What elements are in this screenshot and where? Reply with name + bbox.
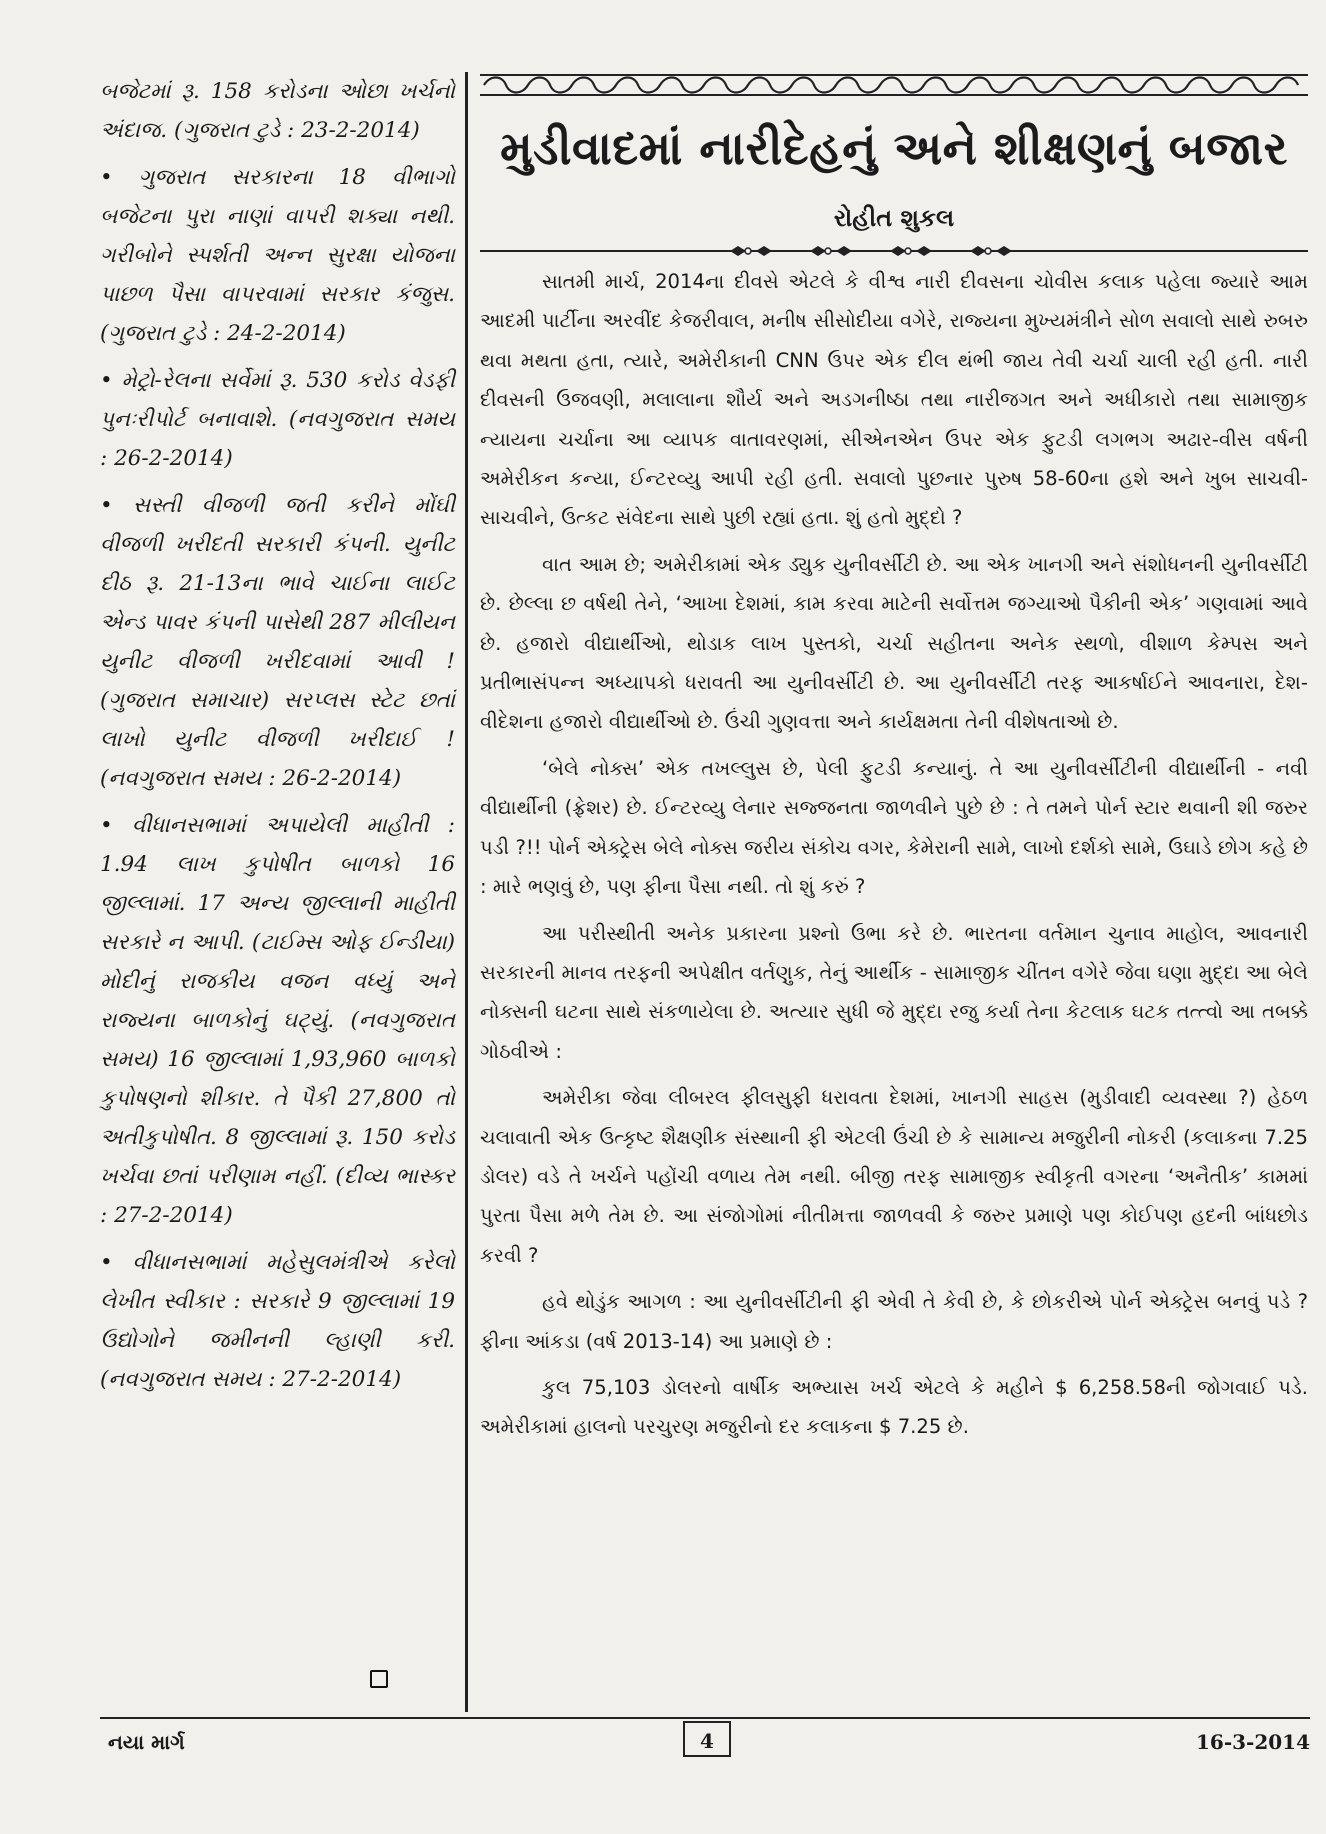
end-of-column-mark: [370, 1670, 388, 1688]
column-divider: [465, 72, 468, 1712]
byline-divider-ornament: [480, 242, 1308, 260]
article-paragraph: સાતમી માર્ચ, 2014ના દીવસે એટલે કે વીશ્વ નારી દીવસના ચોવીસ કલાક પહેલા જ્યારે આમ આદમી પાર્ટીના અરવીંદ કેજરીવાલ, મનીષ સીસોદીયા વગેરે, રાજ્યના મુખ્યમંત્રીને સોળ સવાલો સાથે રુબરુ થવા મથતા હતા, ત્યારે, અમેરીકાની CNN ઉપર એક દીલ થંભી જાય તેવી ચર્ચા ચાલી રહી હતી. નારી દીવસની ઉજવણી, મલાલાના શૌર્ય અને અડગનીષ્ઠા તથા નારીજગત અને અધીકારો તથા સામાજીક ન્યાયના ચર્ચાના આ વ્યાપક વાતાવરણમાં, સીએનએન ઉપર એક ફુટડી લગભગ અઢાર-વીસ વર્ષની અમેરીકન કન્યા, ઈન્ટરવ્યુ આપી રહી હતી. સવાલો પુછનાર પુરુષ 58-60ના હશે અને ખુબ સાચવી-સાચવીને, ઉત્કટ સંવેદના સાથે પુછી રહ્યાં હતા. શું હતો મુદ્દો ?: [480, 270, 1308, 530]
news-brief: • મેટ્રો-રેલના સર્વેમાં રૂ. 530 કરોડ વેડફી પુનઃરીપોર્ટ બનાવાશે. (નવગુજરાત સમય : 26-2-2014): [100, 368, 455, 471]
news-brief: બજેટમાં રૂ. 158 કરોડના ઓછા ખર્ચનો અંદાજ. (ગુજરાત ટુડે : 23-2-2014): [100, 79, 455, 143]
article-body: [480, 262, 1308, 1454]
article-paragraph: આ પરીસ્થીતી અનેક પ્રકારના પ્રશ્નો ઉભા કરે છે. ભારતના વર્તમાન ચુનાવ માહોલ, આવનારી સરકારની માનવ તરફની અપેક્ષીત વર્તણુક, તેનું આર્થીક - સામાજીક ચીંતન વગેરે જેવા ઘણા મુદ્દા આ બેલે નોક્સની ઘટના સાથે સંકળાયેલા છે. અત્યાર સુધી જે મુદ્દા રજુ કર્યા તેના કેટલાક ઘટક તત્ત્વો આ તબક્કે ગોઠવીએ :: [480, 921, 1308, 1063]
decorative-border-ornament: [480, 72, 1308, 98]
article-paragraph: કુલ 75,103 ડોલરનો વાર્ષીક અભ્યાસ ખર્ચ એટલે કે મહીને $ 6,258.58ની જોગવાઈ પડે. અમેરીકામાં હાલનો પરચુરણ મજુરીનો દર કલાકના $ 7.25 છે.: [480, 1375, 1308, 1439]
news-brief: • ગુજરાત સરકારના 18 વીભાગો બજેટના પુરા નાણાં વાપરી શક્યા નથી. ગરીબોને સ્પર્શતી અન્ન સુરક્ષા યોજના પાછળ પૈસા વાપરવામાં સરકાર કંજુસ. (ગુજરાત ટુડે : 24-2-2014): [100, 165, 455, 346]
publication-name: નયા માર્ગ: [108, 1730, 185, 1754]
news-briefs-column: [100, 72, 455, 1702]
news-brief: • વીધાનસભામાં મહેસુલમંત્રીએ કરેલો લેખીત સ્વીકાર : સરકારે 9 જીલ્લામાં 19 ઉદ્યોગોને જમીનની લ્હાણી કરી. (નવગુજરાત સમય : 27-2-2014): [100, 1250, 455, 1392]
issue-date: 16-3-2014: [1195, 1730, 1310, 1754]
article-paragraph: વાત આમ છે; અમેરીકામાં એક ડ્યુક યુનીવર્સીટી છે. આ એક ખાનગી અને સંશોધનની યુનીવર્સીટી છે. છેલ્લા છ વર્ષથી તેને, ‘આખા દેશમાં, કામ કરવા માટેની સર્વોત્તમ જગ્યાઓ પૈકીની એક’ ગણવામાં આવે છે. હજારો વીદ્યાર્થીઓ, થોડાક લાખ પુસ્તકો, ચર્ચા સહીતના અનેક સ્થળો, વીશાળ કેમ્પસ અને પ્રતીભાસંપન્ન અધ્યાપકો ધરાવતી આ યુનીવર્સીટી છે. આ યુનીવર્સીટી તરફ આકર્ષાઈને આવનારા, દેશ-વીદેશના હજારો વીદ્યાર્થીઓ છે. ઉંચી ગુણવત્તા અને કાર્યક્ષમતા તેની વીશેષતાઓ છે.: [480, 552, 1308, 734]
page-number: 4: [683, 1721, 731, 1757]
news-brief: • વીધાનસભામાં અપાયેલી માહીતી : 1.94 લાખ કુપોષીત બાળકો 16 જીલ્લામાં. 17 અન્ય જીલ્લાની માહીતી સરકારે ન આપી. (ટાઈમ્સ ઓફ ઈન્ડીયા) મોદીનું રાજકીય વજન વધ્યું અને રાજ્યના બાળકોનું ઘટ્યું. (નવગુજરાત સમય) 16 જીલ્લામાં 1,93,960 બાળકો કુપોષણનો શીકાર. તે પૈકી 27,800 તો અતીકુપોષીત. 8 જીલ્લામાં રૂ. 150 કરોડ ખર્ચવા છતાં પરીણામ નહીં. (દીવ્ય ભાસ્કર : 27-2-2014): [100, 813, 455, 1228]
article: [480, 72, 1308, 1712]
author-byline: રોહીત શુકલ: [833, 204, 955, 232]
news-brief: • સસ્તી વીજળી જતી કરીને મોંઘી વીજળી ખરીદતી સરકારી કંપની. યુનીટ દીઠ રૂ. 21-13ના ભાવે ચાઈના લાઈટ એન્ડ પાવર કંપની પાસેથી 287 મીલીયન યુનીટ વીજળી ખરીદવામાં આવી ! (ગુજરાત સમાચાર) સરપ્લસ સ્ટેટ છતાં લાખો યુનીટ વીજળી ખરીદાઈ ! (નવગુજરાત સમય : 26-2-2014): [100, 493, 456, 791]
article-paragraph: અમેરીકા જેવા લીબરલ ફીલસુફી ધરાવતા દેશમાં, ખાનગી સાહસ (મુડીવાદી વ્યવસ્થા ?) હેઠળ ચલાવાતી એક ઉત્કૃષ્ટ શૈક્ષણીક સંસ્થાની ફી એટલી ઉંચી છે કે સામાન્ય મજુરીની નોકરી (કલાકના 7.25 ડોલર) વડે તે ખર્ચને પહોંચી વળાય તેમ નથી. બીજી તરફ સામાજીક સ્વીકૃતી વગરના ‘અનૈતીક’ કામમાં પુરતા પૈસા મળે તેમ છે. આ સંજોગોમાં નીતીમત્તા જાળવવી કે જરુર પ્રમાણે પણ કોઈપણ હદની બાંધછોડ કરવી ?: [480, 1086, 1308, 1267]
article-title: મુડીવાદમાં નારીદેહનું અને શીક્ષણનું બજાર: [500, 121, 1288, 175]
article-paragraph: ‘બેલે નોક્સ’ એક તખલ્લુસ છે, પેલી ફુટડી કન્યાનું. તે આ યુનીવર્સીટીની વીદ્યાર્થીની - નવી વીદ્યાર્થીની (ફ્રેશર) છે. ઈન્ટરવ્યુ લેનાર સજ્જનતા જાળવીને પુછે છે : તે તમને પોર્ન સ્ટાર થવાની શી જરુર પડી ?!! પોર્ન એક્ટ્રેસ બેલે નોક્સ જરીય સંકોચ વગર, કેમેરાની સામે, લાખો દર્શકો સામે, ઉઘાડે છોગ કહે છે : મારે ભણવું છે, પણ ફીના પૈસા નથી. તો શું કરું ?: [480, 756, 1308, 899]
footer-divider: [100, 1717, 1310, 1719]
article-paragraph: હવે થોડુંક આગળ : આ યુનીવર્સીટીની ફી એવી તે કેવી છે, કે છોકરીએ પોર્ન એક્ટ્રેસ બનવું પડે ? ફીના આંકડા (વર્ષ 2013-14) આ પ્રમાણે છે :: [480, 1290, 1308, 1353]
